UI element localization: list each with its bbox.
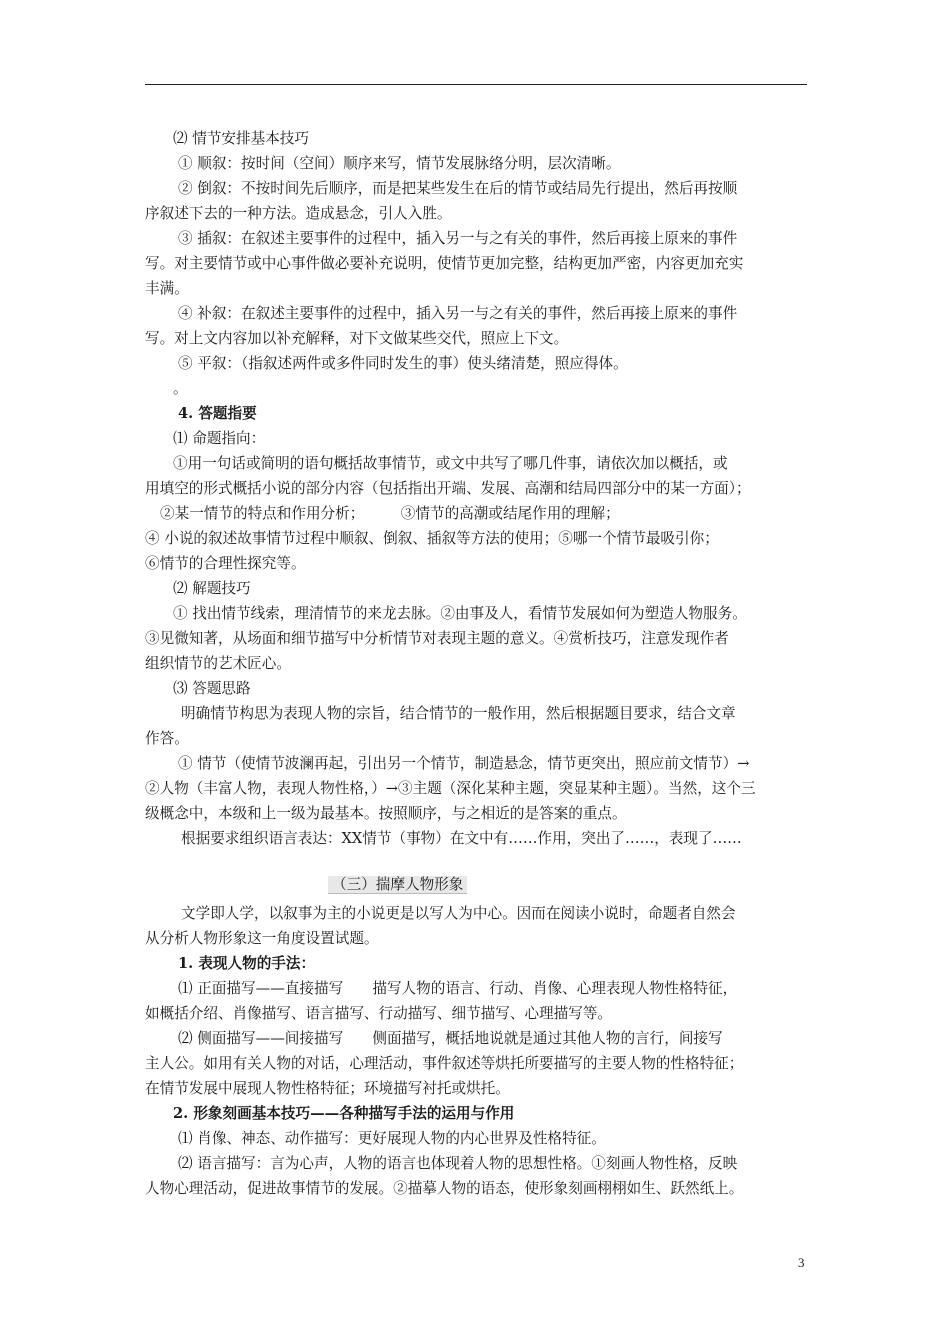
text-line: 丰满。 [145, 280, 189, 297]
text-line: 写。对主要情节或中心事件做必要补充说明，使情节更加完整，结构更加严密，内容更加充实 [145, 255, 744, 272]
text-line: 写。对上文内容加以补充解释，对下文做某些交代，照应上下文。 [145, 330, 569, 347]
text-line: ⑵ 解题技巧 [173, 580, 251, 597]
section-title-text: （三）揣摩人物形象 [328, 876, 467, 894]
text-line: ①用一句话或简明的语句概括故事情节，或文中共写了哪几件事，请依次加以概括，或 [173, 455, 728, 472]
text-line: ① 找出情节线索，理清情节的来龙去脉。②由事及人，看情节发展如何为塑造人物服务。 [173, 605, 747, 622]
text-line: 级概念中，本级和上一级为最基本。按照顺序，与之相近的是答案的重点。 [145, 805, 627, 822]
text-line: 作答。 [145, 730, 189, 747]
text-line: ⑥情节的合理性探究等。 [145, 555, 306, 572]
text-line: 明确情节构思为表现人物的宗旨，结合情节的一般作用，然后根据题目要求，结合文章 [181, 705, 736, 722]
text-line: 主人公。如用有关人物的对话，心理活动，事件叙述等烘托所要描写的主要人物的性格特征； [145, 1055, 744, 1072]
text-line: ④ 小说的叙述故事情节过程中顺叙、倒叙、插叙等方法的使用；⑤哪一个情节最吸引你； [145, 530, 719, 547]
text-line: 从分析人物形象这一角度设置试题。 [145, 930, 379, 947]
header-rule [145, 84, 807, 85]
text-line: ③ 插叙：在叙述主要事件的过程中，插入另一与之有关的事件，然后再接上原来的事件 [178, 230, 738, 247]
text-line: ⑵ 侧面描写——间接描写 侧面描写，概括地说就是通过其他人物的言行，间接写 [178, 1030, 723, 1047]
text-line: ⑵ 语言描写：言为心声，人物的语言也体现着人物的思想性格。①刻画人物性格，反映 [178, 1155, 738, 1172]
text-line: ② 倒叙：不按时间先后顺序，而是把某些发生在后的情节或结局先行提出，然后再按顺 [178, 180, 738, 197]
text-line: 文学即人学，以叙事为主的小说更是以写人为中心。因而在阅读小说时，命题者自然会 [181, 905, 736, 922]
text-line: 用填空的形式概括小说的部分内容（包括指出开端、发展、高潮和结局四部分中的某一方面）； [145, 480, 751, 497]
section-heading: 4. 答题指要 [178, 405, 257, 422]
section-title [328, 874, 467, 896]
text-line: 人物心理活动，促进故事情节的发展。②描摹人物的语态，使形象刻画栩栩如生、跃然纸上。 [145, 1180, 744, 1197]
text-line: 如概括介绍、肖像描写、语言描写、行动描写、细节描写、心理描写等。 [145, 1005, 613, 1022]
text-line: ⑴ 肖像、神态、动作描写：更好展现人物的内心世界及性格特征。 [178, 1130, 606, 1147]
text-line: ① 情节（使情节波澜再起，引出另一个情节，制造悬念，情节更突出，照应前文情节）→ [178, 755, 750, 772]
text-line: 序叙述下去的一种方法。造成悬念，引人入胜。 [145, 205, 452, 222]
text-line: 。 [173, 380, 188, 397]
text-line: ③见微知著，从场面和细节描写中分析情节对表现主题的意义。④赏析技巧，注意发现作者 [145, 630, 729, 647]
page-number: 3 [798, 1255, 805, 1270]
text-line: 在情节发展中展现人物性格特征；环境描写衬托或烘托。 [145, 1080, 510, 1097]
text-line: ②某一情节的特点和作用分析； ③情节的高潮或结尾作用的理解； [160, 505, 620, 522]
text-line: ⑴ 正面描写——直接描写 描写人物的语言、行动、肖像、心理表现人物性格特征， [178, 980, 738, 997]
text-line: ① 顺叙：按时间（空间）顺序来写，情节发展脉络分明，层次清晰。 [178, 155, 621, 172]
text-line: ⑤ 平叙：（指叙述两件或多件同时发生的事）使头绪清楚，照应得体。 [178, 355, 628, 372]
text-line: ④ 补叙：在叙述主要事件的过程中，插入另一与之有关的事件，然后再接上原来的事件 [178, 305, 738, 322]
text-line: 组织情节的艺术匠心。 [145, 655, 291, 672]
text-line: ⑵ 情节安排基本技巧 [173, 130, 309, 147]
text-line: ⑶ 答题思路 [173, 680, 251, 697]
text-line: 根据要求组织语言表达：XX情节（事物）在文中有……作用，突出了……，表现了…… [181, 830, 742, 847]
text-line: ⑴ 命题指向： [173, 430, 266, 447]
section-heading: 1. 表现人物的手法： [178, 955, 316, 972]
text-line: ②人物（丰富人物，表现人物性格，）→③主题（深化某种主题，突显某种主题）。当然，这个三 [145, 780, 756, 797]
section-heading: 2. 形象刻画基本技巧——各种描写手法的运用与作用 [173, 1105, 515, 1122]
